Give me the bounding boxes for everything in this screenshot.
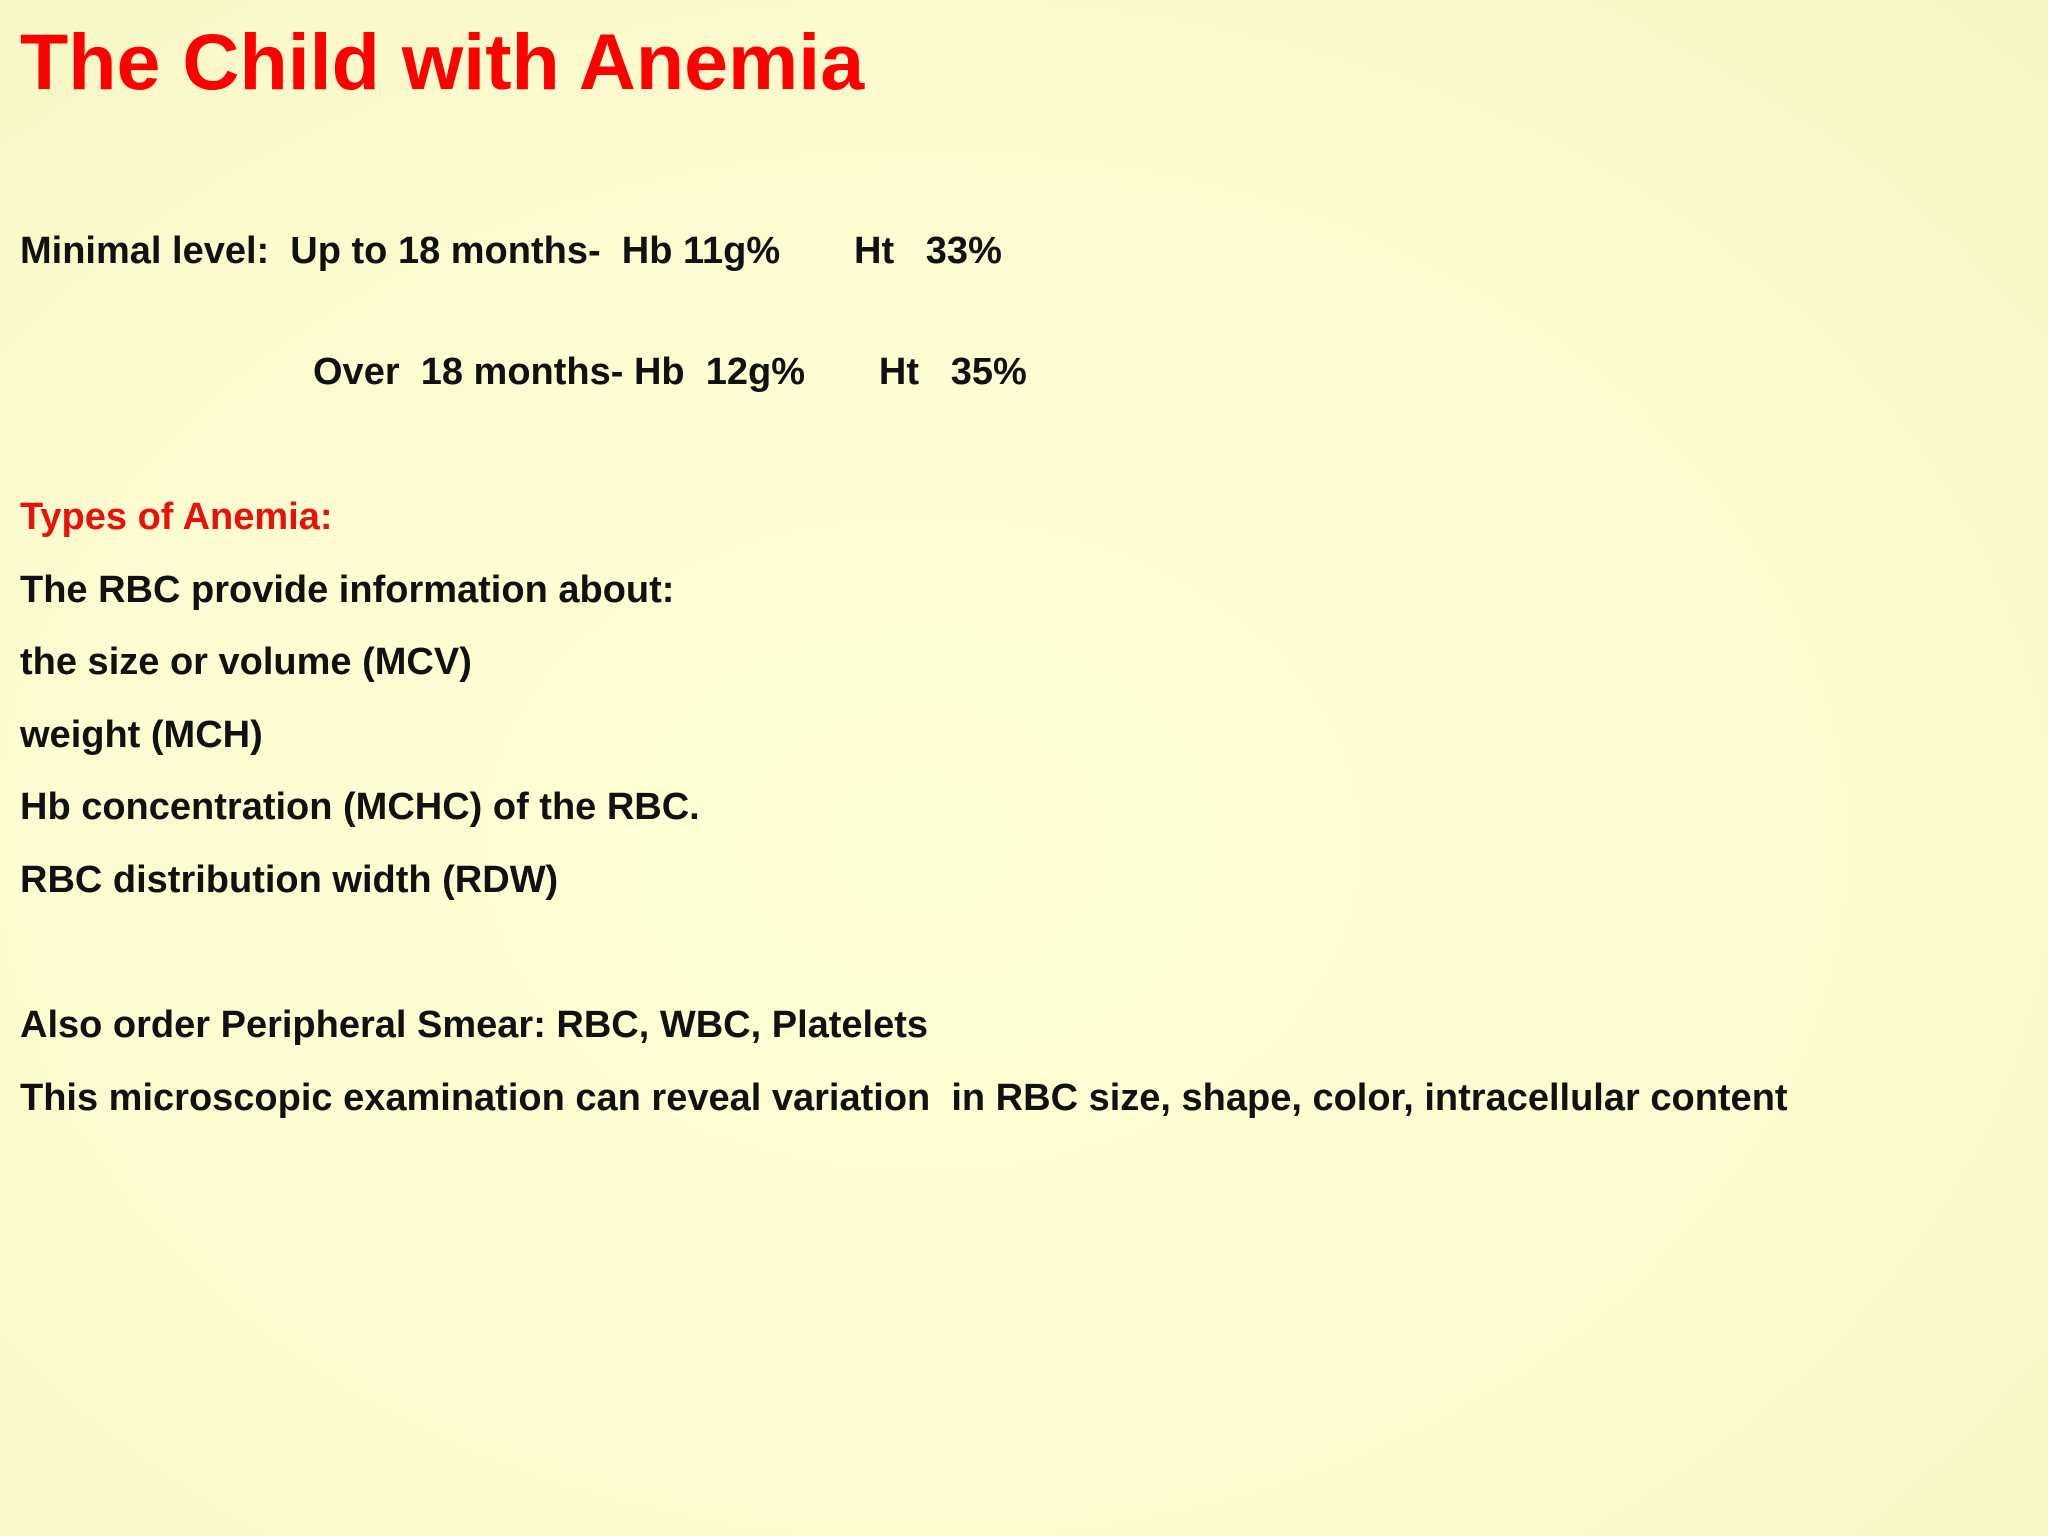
peripheral-smear-line: Also order Peripheral Smear: RBC, WBC, Platelets bbox=[20, 1004, 929, 1046]
rbc-mchc-line: Hb concentration (MCHC) of the RBC. bbox=[20, 786, 700, 828]
rbc-mcv-line: the size or volume (MCV) bbox=[20, 641, 472, 683]
slide-title: The Child with Anemia bbox=[20, 17, 865, 106]
rbc-info-intro: The RBC provide information about: bbox=[20, 569, 675, 611]
types-of-anemia-heading: Types of Anemia: bbox=[20, 496, 333, 538]
rbc-mch-line: weight (MCH) bbox=[20, 714, 263, 756]
rbc-rdw-line: RBC distribution width (RDW) bbox=[20, 859, 559, 901]
microscopic-exam-line: This microscopic examination can reveal variation in RBC size, shape, color, intracellular content bbox=[20, 1077, 1788, 1119]
minimal-level-row-2: Over 18 months- Hb 12g% Ht 35% bbox=[313, 351, 1027, 393]
minimal-level-row-1: Minimal level: Up to 18 months- Hb 11g% Ht 33% bbox=[20, 230, 1002, 272]
